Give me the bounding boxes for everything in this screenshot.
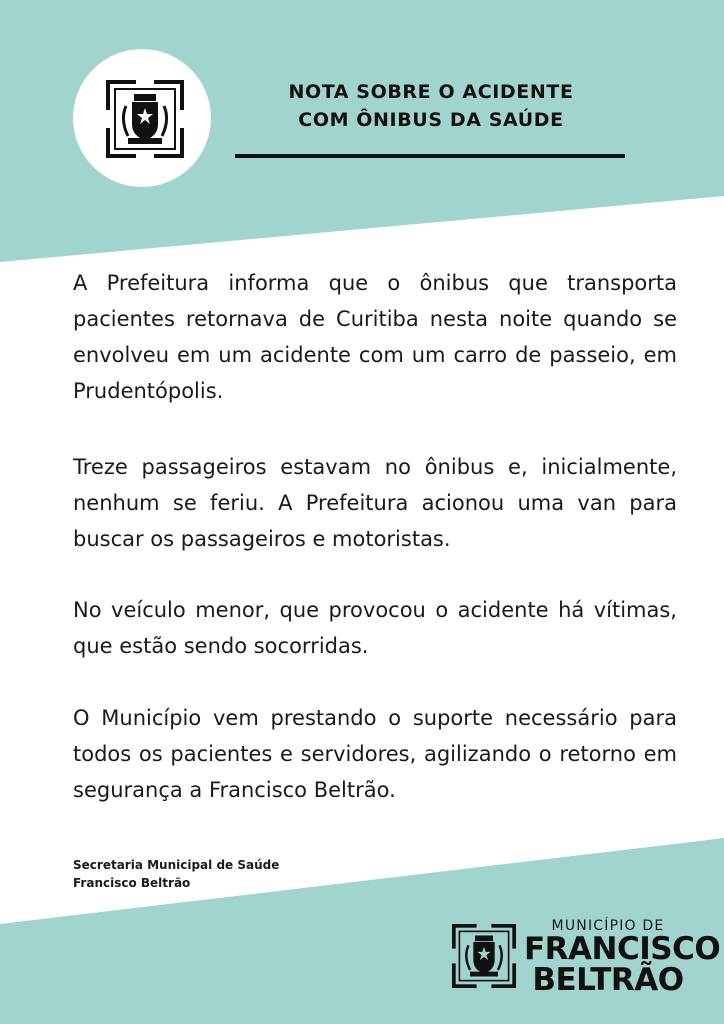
page-title xyxy=(236,78,626,134)
department-name: Secretaria Municipal de Saúde xyxy=(73,858,280,872)
title-line-2: COM ÔNIBUS DA SAÚDE xyxy=(298,109,564,131)
title-underline xyxy=(235,154,625,158)
paragraph-4: O Município vem prestando o suporte necessário para todos os pacientes e servidores, agilizando o retorno em segurança a Francisco Beltrão. xyxy=(73,706,677,802)
brand-prefix: MUNICÍPIO DE xyxy=(551,918,665,934)
title-line-1: NOTA SOBRE O ACIDENTE xyxy=(288,81,574,103)
coat-of-arms-icon xyxy=(452,924,516,988)
municipality-brand xyxy=(452,918,721,998)
paragraph-3: No veículo menor, que provocou o acidente há vítimas, que estão sendo socorridas. xyxy=(73,598,677,658)
footer-credit xyxy=(73,856,279,892)
brand-name-line-1: FRANCISCO xyxy=(524,931,721,967)
coat-of-arms-icon xyxy=(106,80,184,158)
city-name: Francisco Beltrão xyxy=(73,876,191,890)
brand-name-line-2: BELTRÃO xyxy=(532,962,684,998)
paragraph-2: Treze passageiros estavam no ônibus e, inicialmente, nenhum se feriu. A Prefeitura acionou uma van para buscar os passageiros e motoristas. xyxy=(73,455,677,551)
brand-name xyxy=(524,931,721,998)
paragraph-1: A Prefeitura informa que o ônibus que transporta pacientes retornava de Curitiba nesta noite quando se envolveu em um acidente com um carro de passeio, em Prudentópolis. xyxy=(73,271,677,403)
